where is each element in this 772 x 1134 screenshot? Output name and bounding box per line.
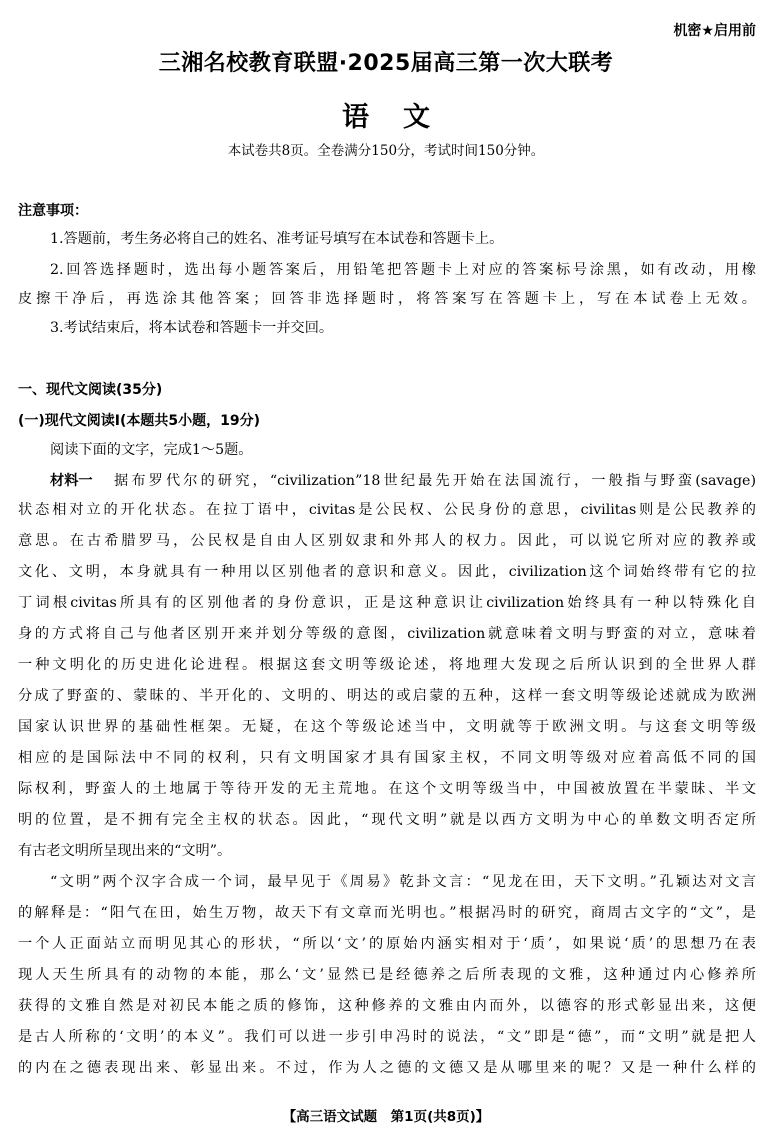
passage-line: 一个人正面站立而明见其心的形状，“所以‘文’的原始内涵实相对于‘质’，如果说‘质’的思想乃在表 [18,936,756,952]
material-label: 材料一 [50,473,93,489]
exam-info: 本试卷共8页。全卷满分150分，考试时间150分钟。 [227,143,545,159]
passage-line: 丁词根civitas所具有的区别他者的身份意识，正是这种意识让civilization始终具有一种以特殊化自 [18,595,756,611]
confidential-label: 机密★启用前 [673,23,756,39]
passage-line: 文化、文明，本身就具有一种用以区别他者的意识和意义。因此，civilization这个词始终带有它的拉 [18,564,756,580]
passage-line: 分成了野蛮的、蒙昧的、半开化的、文明的、明达的或启蒙的五种，这样一套文明等级论述就成为欧洲 [18,688,756,704]
notice-item: 3.考试结束后，将本试卷和答题卡一并交回。 [50,320,334,336]
passage-line: 意思。在古希腊罗马，公民权是自由人区别奴隶和外邦人的权力。因此，可以说它所对应的教养或 [18,533,756,549]
passage-line: 状态相对立的开化状态。在拉丁语中，civitas是公民权、公民身份的意思，civilitas则是公民教养的 [18,502,756,518]
passage-line: 的内在之德表现出来、彰显出来。不过，作为人之德的文德又是从哪里来的呢？又是一种什么样的 [18,1060,756,1076]
passage-line: 国家认识世界的基础性框架。无疑，在这个等级论述当中，文明就等于欧洲文明。与这套文明等级 [18,719,756,735]
passage-line: 据布罗代尔的研究，“civilization”18世纪最先开始在法国流行，一般指与野蛮(savage) [114,473,756,489]
passage-line: 际权利，野蛮人的土地属于等待开发的无主荒地。在这个文明等级当中，中国被放置在半蒙昧、半文 [18,781,756,797]
passage-line: 是古人所称的‘文明’的本义”。我们可以进一步引申冯时的说法，“文”即是“德”，而“文明”就是把人 [18,1029,756,1045]
passage-line: 一种文明化的历史进化论进程。根据这套文明等级论述，将地理大发现之后所认识到的全世界人群 [18,657,756,673]
passage-line: 现人天生所具有的动物的本能，那么‘文’显然已是经德养之后所表现的文雅，这种通过内心修养所 [18,967,756,983]
passage-line: 相应的是国际法中不同的权利，只有文明国家才具有国家主权，不同文明等级对应着高低不同的国 [18,750,756,766]
notice-item: 1.答题前，考生务必将自己的姓名、准考证号填写在本试卷和答题卡上。 [50,231,504,247]
notice-item: 皮擦干净后，再选涂其他答案；回答非选择题时，将答案写在答题卡上，写在本试卷上无效。 [18,291,756,307]
passage-line: 的解释是：“阳气在田，始生万物，故天下有文章而光明也。”根据冯时的研究，商周古文字的“文”，是 [18,905,756,921]
passage-line: “文明”两个汉字合成一个词，最早见于《周易》乾卦文言：“见龙在田，天下文明。”孔颖达对文言 [50,874,756,890]
notice-heading: 注意事项： [18,203,88,219]
subsection-heading: (一)现代文阅读Ⅰ(本题共5小题，19分) [18,413,261,429]
subject-title: 语文 [342,102,464,133]
exam-title: 三湘名校教育联盟·2025届高三第一次大联考 [158,51,614,76]
notice-item: 2.回答选择题时，选出每小题答案后，用铅笔把答题卡上对应的答案标号涂黑，如有改动，用橡 [50,262,756,278]
passage-line: 获得的文雅自然是对初民本能之质的修饰，这种修养的文雅由内而外，以德容的形式彰显出来，这便 [18,998,756,1014]
reading-instruction: 阅读下面的文字，完成1～5题。 [50,442,253,458]
section-heading: 一、现代文阅读(35分) [18,382,163,398]
passage-line: 有古老文明所呈现出来的“文明”。 [18,843,232,859]
material-first-line [50,471,756,491]
passage-line: 身的方式将自己与他者区别开来并划分等级的意图，civilization就意味着文明与野蛮的对立，意味着 [18,626,756,642]
page-footer: 【高三语文试题 第1页(共8页)】 [282,1109,490,1125]
passage-line: 明的位置，是不拥有完全主权的状态。因此，“现代文明”就是以西方文明为中心的单数文明否定所 [18,812,756,828]
